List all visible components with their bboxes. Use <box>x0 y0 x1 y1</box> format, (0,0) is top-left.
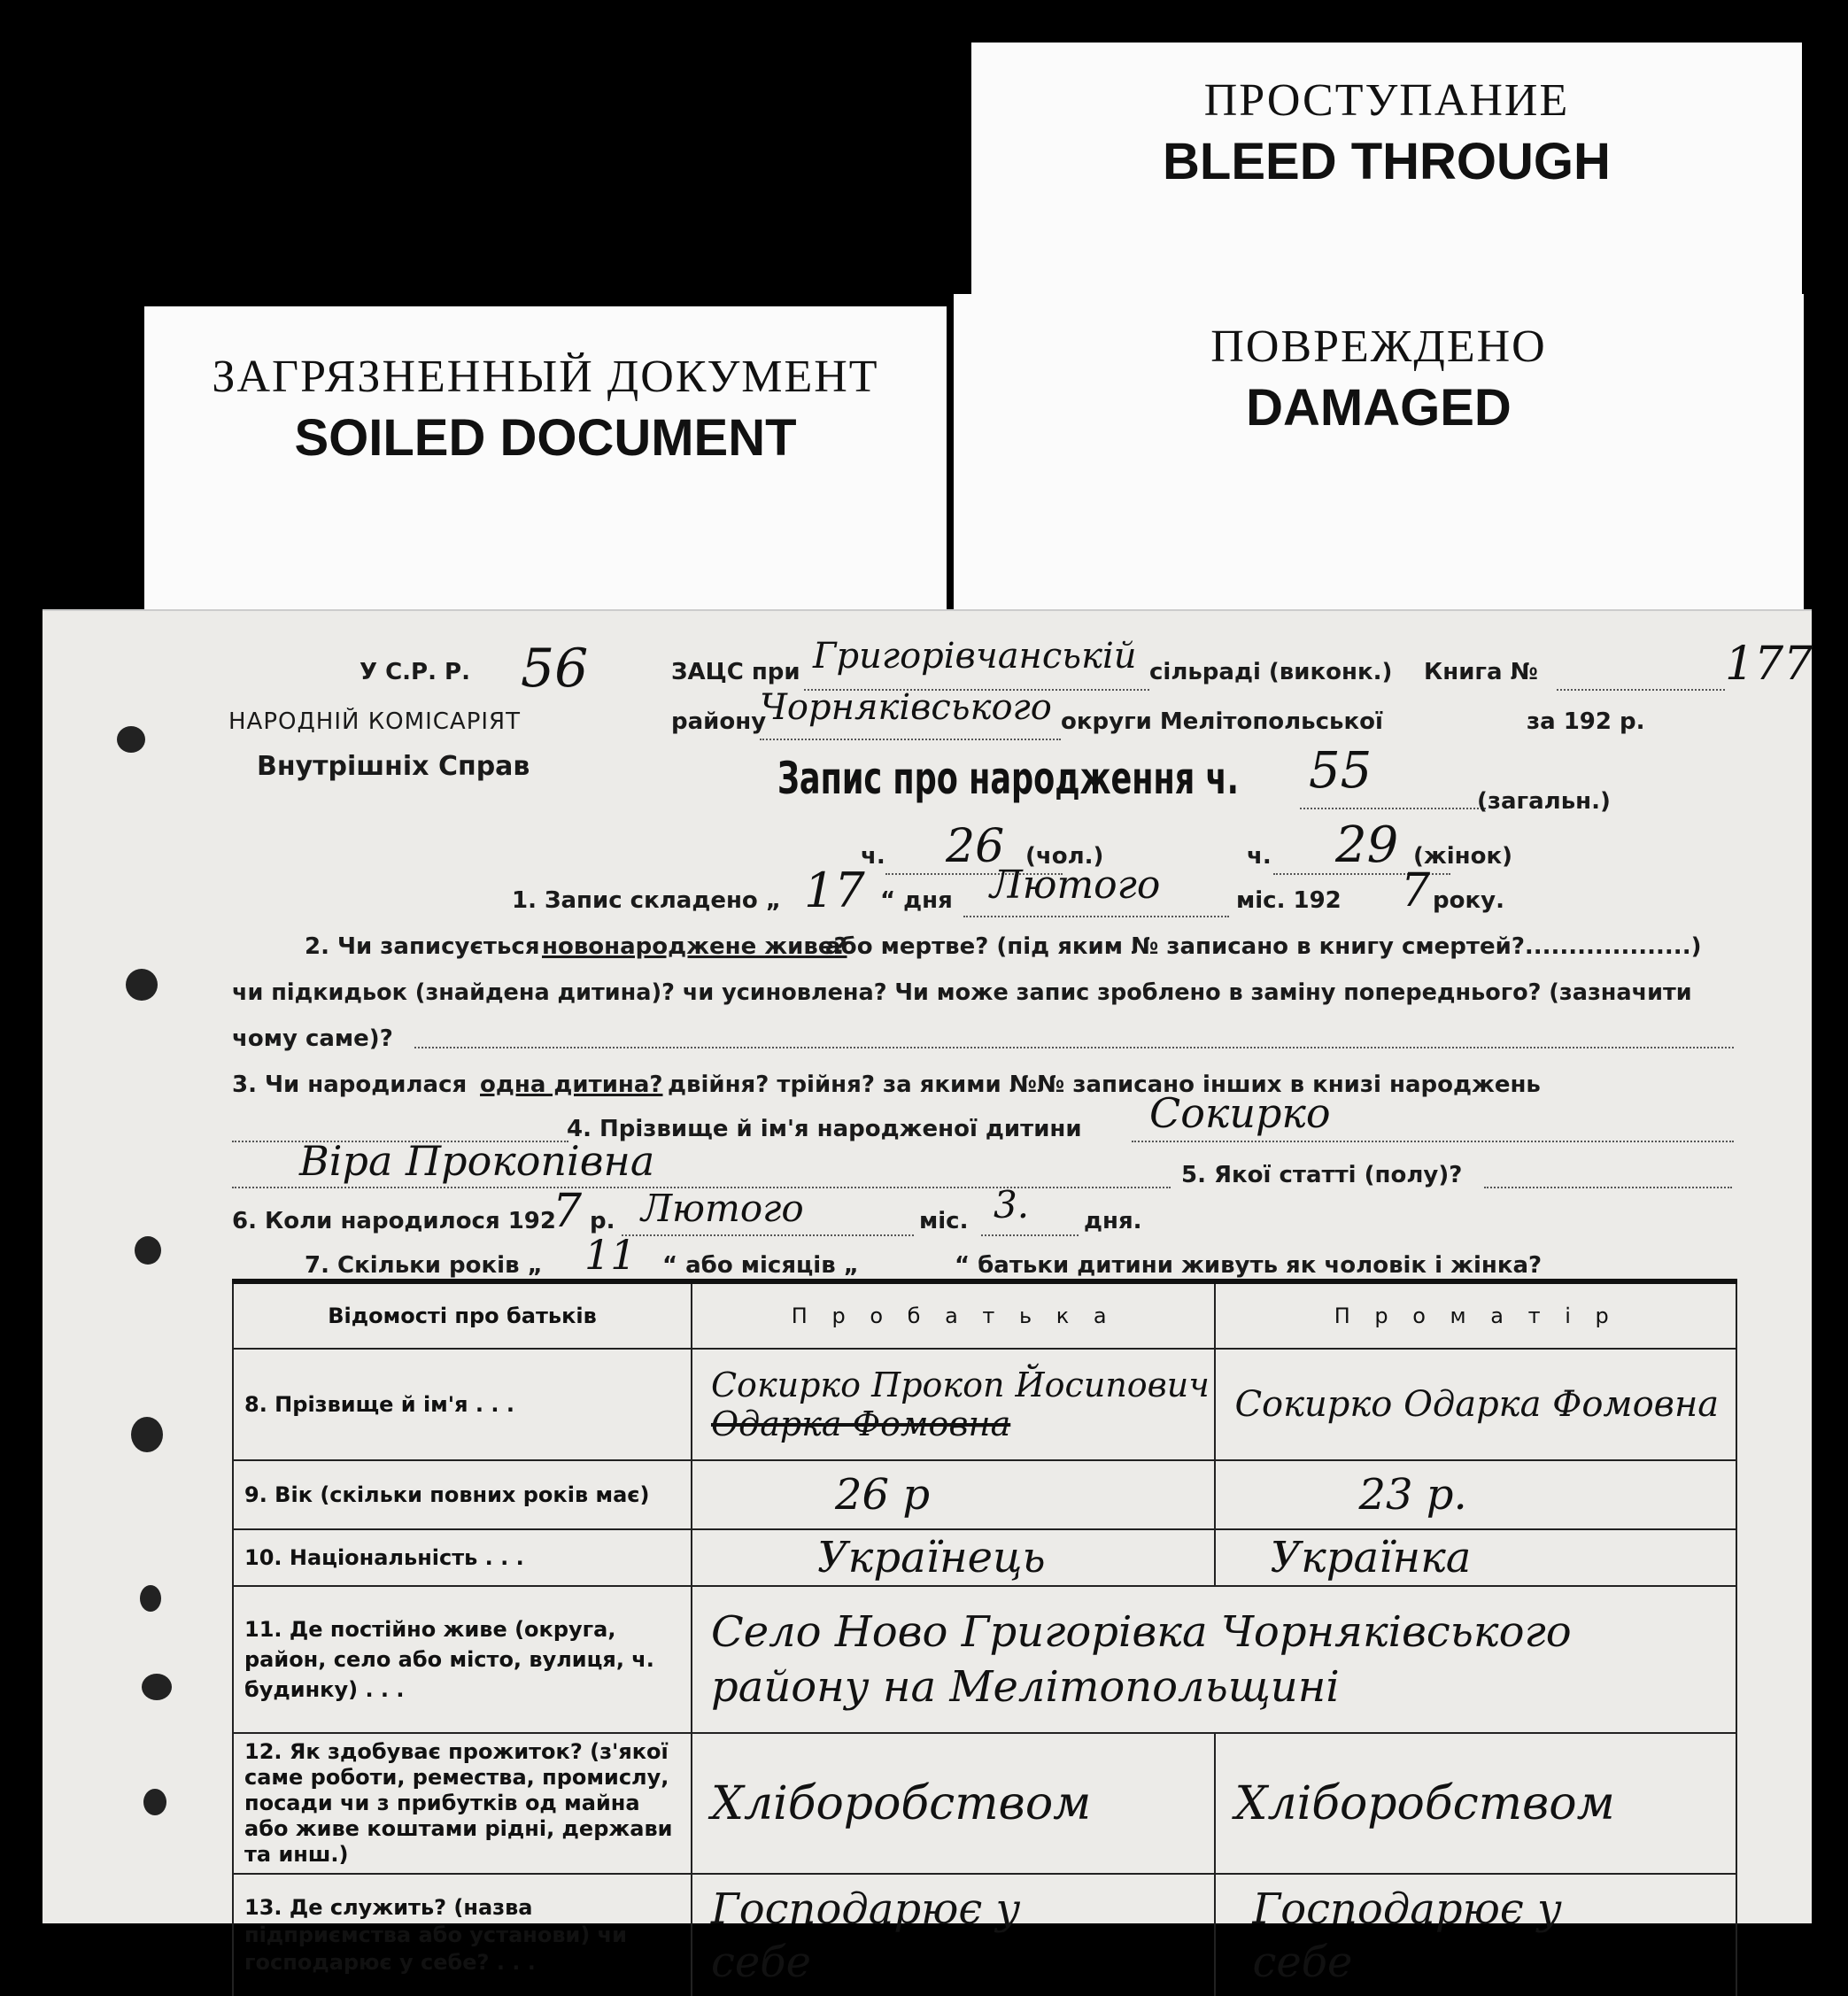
table-row <box>233 1529 1736 1586</box>
rayonu-dots <box>760 739 1061 740</box>
silradi-label: сільраді (виконк.) <box>1149 659 1393 685</box>
item1-year: 7 <box>1401 864 1431 917</box>
usr-number: 56 <box>521 638 589 700</box>
header-parents-info: Відомості про батьків <box>233 1281 692 1349</box>
punch-hole <box>140 1585 161 1612</box>
row-13-father <box>692 1874 1215 1996</box>
row-12-mother <box>1215 1733 1736 1874</box>
parents-table <box>232 1279 1737 1996</box>
chol-prefix: ч. <box>861 843 885 870</box>
row-9-mother <box>1215 1460 1736 1529</box>
rayonu-value: Чорняківського <box>760 687 1052 728</box>
zags-value: Григорівчанській <box>813 636 1137 677</box>
row-10-father-value: Українець <box>816 1533 1046 1582</box>
row-9-mother-value: 23 р. <box>1358 1470 1467 1520</box>
row-12-father <box>692 1733 1215 1874</box>
record-number-dots <box>1300 808 1486 809</box>
table-header-row <box>233 1281 1736 1349</box>
row-12-father-value: Хліборобством <box>710 1776 1092 1830</box>
record-number: 55 <box>1309 742 1372 800</box>
item1-d: року. <box>1433 887 1504 914</box>
row-13-father-value: Господарює у себе <box>710 1884 1021 1987</box>
item7-b: “ або місяців „ <box>662 1252 859 1279</box>
soiled-document-ru: ЗАГРЯЗНЕННЫЙ ДОКУМЕНТ <box>212 352 879 402</box>
row-12-mother-value: Хліборобством <box>1234 1776 1615 1830</box>
table-row <box>233 1586 1736 1733</box>
row-11-address-value: Село Ново Григорівка Чорняківського району на Мелітопольщині <box>710 1607 1572 1712</box>
item1-day: 17 <box>804 863 865 918</box>
table-row <box>233 1733 1736 1874</box>
soiled-document-label <box>144 306 947 625</box>
table-row <box>233 1349 1736 1460</box>
punch-hole <box>131 1417 163 1452</box>
page-mark: 177 <box>1725 638 1813 691</box>
vnutr-label: Внутрішніх Справ <box>257 751 530 782</box>
row-10-mother-value: Українка <box>1270 1533 1472 1582</box>
item3-b: одна дитина? <box>480 1071 663 1098</box>
item6-month-dots <box>622 1234 914 1236</box>
row-13-label: 13. Де служить? (назва підприємства або установи) чи господарює у себе? . . . <box>233 1874 692 1996</box>
item6-d: дня. <box>1084 1208 1142 1234</box>
item6-c: міс. <box>919 1208 969 1234</box>
usr-label: У С.Р. Р. <box>360 659 470 685</box>
punch-hole <box>135 1236 161 1265</box>
row-8-mother <box>1215 1349 1736 1460</box>
item1-c: міс. 192 <box>1236 887 1342 914</box>
knyha-dots <box>1557 689 1725 691</box>
record-title: Запис про народження ч. <box>777 753 1239 804</box>
item6-day: 3. <box>994 1183 1030 1226</box>
punch-hole <box>117 726 145 753</box>
item7-c: “ батьки дитини живуть як чоловік і жінка? <box>955 1252 1543 1279</box>
row-8-label: 8. Прізвище й ім'я . . . <box>233 1349 692 1460</box>
bleed-through-en: BLEED THROUGH <box>1163 133 1611 190</box>
punch-hole <box>142 1674 172 1700</box>
item5-label: 5. Якої статті (полу)? <box>1181 1162 1463 1188</box>
item6-a: 6. Коли народилося 192 <box>232 1208 556 1234</box>
item6-b: р. <box>590 1208 615 1234</box>
narkom-label: НАРОДНІЙ КОМІСАРІЯТ <box>228 708 521 735</box>
row-8-father <box>692 1349 1215 1460</box>
row-8-mother-value: Сокирко Одарка Фомовна <box>1234 1384 1720 1425</box>
item4-label: 4. Прізвище й ім'я народженої дитини <box>567 1116 1082 1142</box>
chol-label: (чол.) <box>1025 843 1104 870</box>
zahaln-label: (загальн.) <box>1477 788 1611 815</box>
item2-line1-c: або мертве? (під яким № записано в книгу смертей?...................) <box>825 933 1702 960</box>
item1-month: Лютого <box>990 863 1161 908</box>
knyha-label: Книга № <box>1424 659 1538 685</box>
zhin-count: 29 <box>1335 816 1399 874</box>
za-rik-label: за 192 р. <box>1527 708 1645 735</box>
table-row <box>233 1460 1736 1529</box>
bleed-through-ru: ПРОСТУПАНИЕ <box>1203 75 1570 126</box>
row-13-mother-value: Господарює у себе <box>1252 1884 1562 1987</box>
row-13-mother <box>1215 1874 1736 1996</box>
item6-day-dots <box>981 1234 1079 1236</box>
bleed-through-label <box>971 43 1802 308</box>
row-9-father-value: 26 р <box>834 1470 931 1520</box>
item2-line3-dots <box>414 1047 1734 1048</box>
item3-c: двійня? трійня? за якими №№ записано інших в книзі народжень <box>668 1071 1541 1098</box>
table-row <box>233 1874 1736 1996</box>
okruhy-label: округи Мелітопольської <box>1061 708 1383 735</box>
item6-month: Лютого <box>641 1187 804 1230</box>
row-10-father <box>692 1529 1215 1586</box>
row-9-father <box>692 1460 1215 1529</box>
item2-line3: чому саме)? <box>232 1025 393 1052</box>
item4-right-dots <box>1132 1141 1734 1142</box>
item3-a: 3. Чи народилася <box>232 1071 468 1098</box>
row-11-label: 11. Де постійно живе (округа, район, село або місто, вулиця, ч. будинку) . . . <box>233 1586 692 1733</box>
punch-hole <box>143 1789 166 1815</box>
damaged-en: DAMAGED <box>1246 379 1512 437</box>
row-10-label: 10. Національність . . . <box>233 1529 692 1586</box>
item1-b: “ дня <box>880 887 953 914</box>
item1-a: 1. Запис складено „ <box>512 887 781 914</box>
zhin-label: (жінок) <box>1413 843 1513 870</box>
item6-year: 7 <box>553 1185 583 1238</box>
soiled-document-en: SOILED DOCUMENT <box>294 409 797 467</box>
item4-surname: Сокирко <box>1149 1089 1331 1137</box>
item2-line1-a: 2. Чи записується <box>305 933 540 960</box>
row-8-father-struck: Одарка Фомовна <box>710 1404 1011 1443</box>
item2-line1-b: новонароджене живе? <box>542 933 847 960</box>
row-8-father-value: Сокирко Прокоп Йосипович <box>710 1365 1210 1404</box>
row-12-label: 12. Як здобуває прожиток? (з'якої саме роботи, ремества, промислу, посади чи з прибутків од майна або живе коштами рідні, держави та инш.) <box>233 1733 692 1874</box>
item7-years: 11 <box>584 1231 637 1279</box>
birth-record-form <box>43 609 1813 1987</box>
item4-name: Віра Прокопівна <box>299 1137 655 1185</box>
chol-count: 26 <box>946 820 1005 873</box>
row-11-address <box>692 1586 1736 1733</box>
item2-line2: чи підкидьок (знайдена дитина)? чи усиновлена? Чи може запис зроблено в заміну попереднього? (зазначити <box>232 979 1692 1006</box>
item5-dots <box>1484 1187 1732 1188</box>
damaged-label <box>954 294 1804 623</box>
header-father: П р о б а т ь к а <box>692 1281 1215 1349</box>
row-10-mother <box>1215 1529 1736 1586</box>
damaged-ru: ПОВРЕЖДЕНО <box>1210 321 1547 372</box>
row-9-label: 9. Вік (скільки повних років має) <box>233 1460 692 1529</box>
item7-a: 7. Скільки років „ <box>305 1252 543 1279</box>
zhin-prefix: ч. <box>1247 843 1272 870</box>
item1-month-dots <box>963 916 1229 917</box>
rayonu-label: району <box>671 708 767 735</box>
zags-label: ЗАЦС при <box>671 659 800 685</box>
punch-hole <box>126 969 158 1001</box>
header-mother: П р о м а т і р <box>1215 1281 1736 1349</box>
